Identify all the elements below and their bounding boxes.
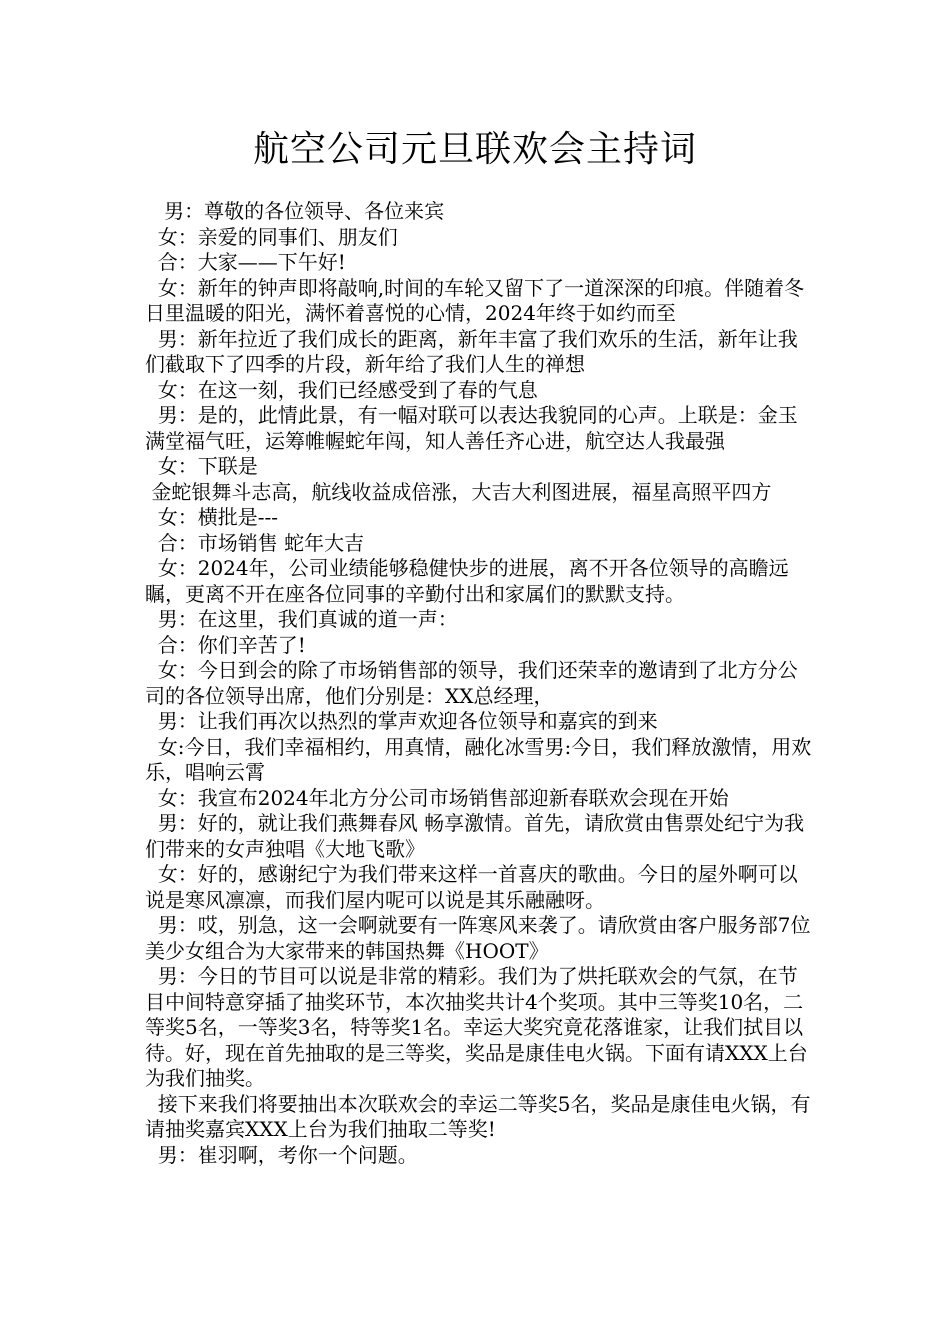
paragraph: 男：尊敬的各位领导、各位来宾 (145, 199, 445, 223)
paragraph: 合：大家——下午好! (145, 250, 346, 274)
paragraph: 男：哎，别急，这一会啊就要有一阵寒风来袭了。请欣赏由客户服务部7位美少女组合为大家带来的韩国热舞《HOOT》 (145, 913, 811, 963)
paragraph: 男：让我们再次以热烈的掌声欢迎各位领导和嘉宾的到来 (145, 709, 658, 733)
paragraph: 女：在这一刻，我们已经感受到了春的气息 (145, 377, 538, 402)
paragraph: 女：亲爱的同事们、朋友们 (145, 224, 398, 249)
paragraph: 女：我宣布2024年北方分公司市场销售部迎新春联欢会现在开始 (145, 785, 729, 810)
paragraph: 接下来我们将要抽出本次联欢会的幸运二等奖5名，奖品是康佳电火锅，有请抽奖嘉宾XXX上台为我们抽取二等奖! (145, 1091, 811, 1141)
paragraph: 合：你们辛苦了! (145, 632, 306, 657)
paragraph: 女：新年的钟声即将敲响,时间的车轮又留下了一道深深的印痕。伴随着冬日里温暖的阳光，满怀着喜悦的心情，2024年终于如约而至 (145, 275, 805, 325)
paragraph: 男：崔羽啊，考你一个问题。 (145, 1142, 418, 1167)
paragraph: 女：下联是 (145, 454, 258, 478)
paragraph: 女：今日到会的除了市场销售部的领导，我们还荣幸的邀请到了北方分公司的各位领导出席，他们分别是：XX总经理， (145, 658, 798, 708)
paragraph: 女：好的，感谢纪宁为我们带来这样一首喜庆的歌曲。今日的屋外啊可以说是寒风凛凛，而我们屋内呢可以说是其乐融融呀。 (145, 862, 798, 912)
paragraph: 男：在这里，我们真诚的道一声： (145, 607, 458, 631)
paragraph: 男：新年拉近了我们成长的距离，新年丰富了我们欢乐的生活，新年让我们截取下了四季的片段，新年给了我们人生的禅想 (145, 326, 798, 376)
document-body (145, 199, 813, 1168)
paragraph: 男：今日的节目可以说是非常的精彩。我们为了烘托联欢会的气氛，在节目中间特意穿插了抽奖环节，本次抽奖共计4个奖项。其中三等奖10名，二等奖5名，一等奖3名，特等奖1名。幸运大奖究竟花落谁家，让我们拭目以待。好，现在首先抽取的是三等奖，奖品是康佳电火锅。下面有请XXX上台为我们抽奖。 (145, 964, 808, 1090)
paragraph: 女:今日，我们幸福相约，用真情，融化冰雪男:今日，我们释放激情，用欢乐，唱响云霄 (145, 734, 812, 784)
paragraph: 女：2024年，公司业绩能够稳健快步的进展，离不开各位领导的高瞻远瞩，更离不开在座各位同事的辛勤付出和家属们的默默支持。 (145, 556, 789, 606)
paragraph: 男：好的，就让我们燕舞春风 畅享激情。首先，请欣赏由售票处纪宁为我们带来的女声独唱《大地飞歌》 (145, 811, 805, 861)
paragraph: 合：市场销售 蛇年大吉 (145, 530, 365, 555)
document-title: 航空公司元旦联欢会主持词 (252, 129, 697, 170)
paragraph: 男：是的，此情此景，有一幅对联可以表达我貌同的心声。上联是：金玉满堂福气旺，运筹帷幄蛇年闯，知人善任齐心进，航空达人我最强 (145, 403, 798, 453)
paragraph: 女：横批是--- (145, 505, 278, 529)
paragraph: 金蛇银舞斗志高，航线收益成倍涨，大吉大利图进展，福星高照平四方 (145, 479, 772, 504)
